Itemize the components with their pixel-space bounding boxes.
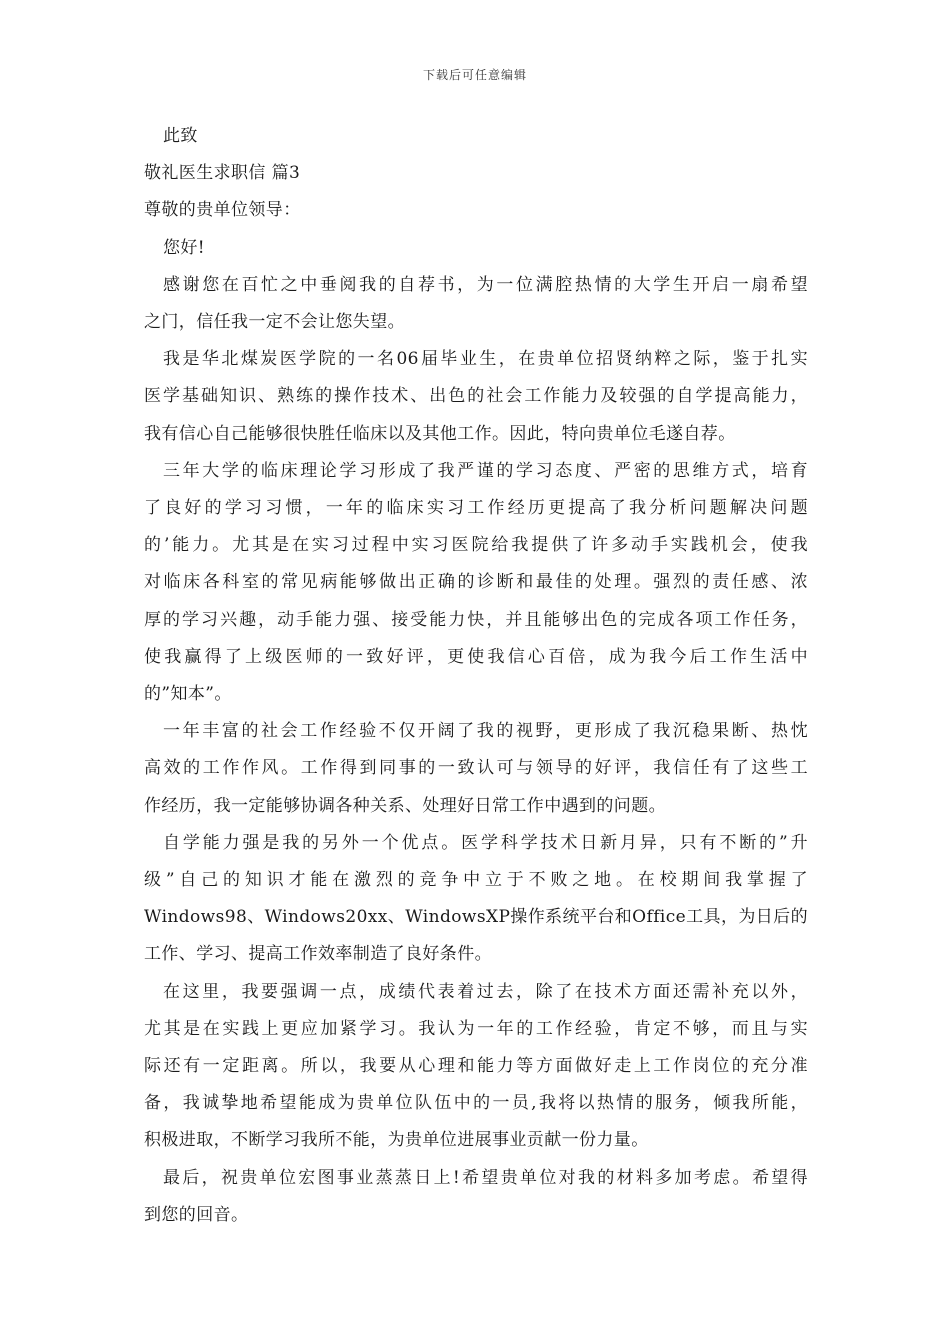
paragraph-line: 之门，信任我一定不会让您失望。 <box>144 312 405 333</box>
paragraph-line: 我有信心自己能够很快胜任临床以及其他工作。因此，特向贵单位毛遂自荐。 <box>144 423 736 444</box>
paragraph-line: 三年大学的临床理论学习形成了我严谨的学习态度、严密的思维方式，培育 <box>163 460 808 481</box>
header-note: 下载后可任意编辑 <box>422 68 527 82</box>
paragraph-line: 了良好的学习习惯，一年的临床实习工作经历更提高了我分析问题解决问题 <box>144 498 808 519</box>
paragraph-line: 自学能力强是我的另外一个优点。医学科学技术日新月异，只有不断的”升 <box>163 832 808 853</box>
paragraph-line: 际还有一定距离。所以，我要从心理和能力等方面做好走上工作岗位的充分准 <box>144 1056 808 1077</box>
paragraph-line: Windows98、Windows20xx、WindowsXP操作系统平台和Office工具，为日后的 <box>144 907 808 928</box>
paragraph-line: 医学基础知识、熟练的操作技术、出色的社会工作能力及较强的自学提高能力， <box>144 386 808 407</box>
paragraph-line: 使我赢得了上级医师的一致好评，更使我信心百倍，成为我今后工作生活中 <box>144 646 808 667</box>
paragraph-line: 级”自己的知识才能在激烈的竞争中立于不败之地。在校期间我掌握了 <box>144 870 808 891</box>
paragraph-line: 到您的回音。 <box>144 1204 249 1225</box>
paragraph-line: 备，我诚挚地希望能成为贵单位队伍中的一员,我将以热情的服务，倾我所能， <box>144 1093 808 1114</box>
paragraph-line: 积极进取，不断学习我所不能，为贵单位进展事业贡献一份力量。 <box>144 1130 649 1151</box>
paragraph-line: 尤其是在实践上更应加紧学习。我认为一年的工作经验，肯定不够，而且与实 <box>144 1018 808 1039</box>
closing-line-1: 此致 <box>163 126 198 146</box>
greeting: 您好! <box>163 237 206 258</box>
paragraph-line: 厚的学习兴趣，动手能力强、接受能力快，并且能够出色的完成各项工作任务， <box>144 609 808 630</box>
letter-body <box>144 118 808 1234</box>
paragraph-line: 感谢您在百忙之中垂阅我的自荐书，为一位满腔热情的大学生开启一扇希望 <box>163 274 808 295</box>
paragraph-line: 的”知本”。 <box>144 684 232 705</box>
paragraph-line: 高效的工作作风。工作得到同事的一致认可与领导的好评，我信任有了这些工 <box>144 758 808 779</box>
paragraph-line: 在这里，我要强调一点，成绩代表着过去，除了在技术方面还需补充以外， <box>163 981 808 1002</box>
paragraph-line: 的’能力。尤其是在实习过程中实习医院给我提供了许多动手实践机会，使我 <box>144 535 808 556</box>
paragraph-line: 我是华北煤炭医学院的一名06届毕业生，在贵单位招贤纳粹之际，鉴于扎实 <box>163 349 808 370</box>
paragraph-line: 工作、学习、提高工作效率制造了良好条件。 <box>144 944 492 965</box>
closing-line-2: 敬礼医生求职信 篇3 <box>144 163 301 184</box>
paragraph-line: 作经历，我一定能够协调各种关系、处理好日常工作中遇到的问题。 <box>144 795 666 816</box>
paragraph-line: 一年丰富的社会工作经验不仅开阔了我的视野，更形成了我沉稳果断、热忱 <box>163 721 808 742</box>
paragraph-line: 对临床各科室的常见病能够做出正确的诊断和最佳的处理。强烈的责任感、浓 <box>144 572 808 593</box>
paragraph-line: 最后，祝贵单位宏图事业蒸蒸日上!希望贵单位对我的材料多加考虑。希望得 <box>163 1167 808 1188</box>
salutation: 尊敬的贵单位领导： <box>144 200 301 221</box>
